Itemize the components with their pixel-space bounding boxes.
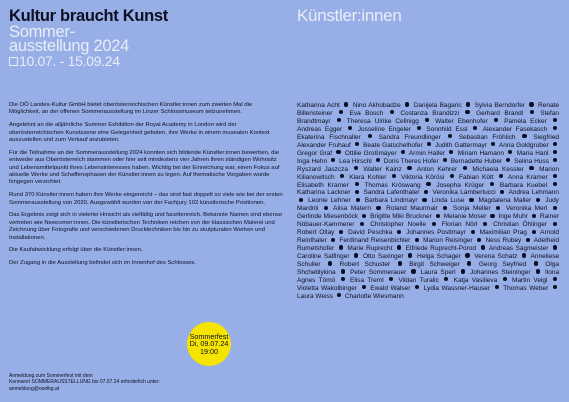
artist-name: Lydia Wassner-Hauser	[423, 284, 491, 292]
artist-name: Renate Billensteiner	[297, 102, 559, 117]
artist-name: Ekaterina Fischnaller	[297, 133, 361, 141]
bullet-dot-icon	[461, 269, 465, 273]
bullet-dot-icon	[415, 285, 419, 289]
artist-name: Laura Weiss	[297, 292, 334, 300]
artist-name: Elisabeth Kramer	[297, 181, 349, 189]
bullet-dot-icon	[355, 142, 359, 146]
bullet-dot-icon	[415, 238, 419, 242]
badge-line-2: Di, 09.07.24	[189, 339, 229, 349]
bullet-dot-icon	[331, 238, 335, 242]
artist-name: Arnold Reinthaler	[297, 229, 559, 245]
bullet-dot-icon	[553, 174, 557, 178]
artist-name: David Peschka	[348, 229, 393, 237]
bullet-dot-icon	[494, 118, 498, 122]
artist-name: Nino Akhobadze	[352, 102, 401, 109]
bullet-dot-icon	[500, 190, 504, 194]
footer-line-2: Kennwort SOMMERAUSSTELLUNG bis 07.07.24 erforderlich unter:	[9, 379, 160, 386]
artist-name: Veronika Lambertucci	[432, 189, 496, 197]
artist-name: Sylvia Berndorfer	[474, 102, 526, 109]
artist-name: Doris Theres Hofer	[383, 157, 439, 165]
artist-name: Violetta Wakolbinger	[297, 284, 357, 292]
bullet-dot-icon	[407, 166, 411, 170]
bullet-dot-icon	[522, 134, 526, 138]
artist-name: Eva Bosch	[349, 109, 384, 117]
bullet-dot-icon	[355, 190, 359, 194]
exhibition-subtitle	[9, 25, 284, 53]
artist-name: Peter Sommerauer	[350, 269, 407, 277]
footer-email-link[interactable]: anmeldung@ooelkg.at	[9, 385, 60, 392]
bullet-dot-icon	[324, 206, 328, 210]
bullet-dot-icon	[463, 166, 467, 170]
artist-name: Caroline Salfinger	[297, 253, 350, 261]
bullet-dot-icon	[536, 269, 540, 273]
subtitle-line-2: ausstellung 2024	[9, 37, 129, 55]
bullet-dot-icon	[553, 206, 557, 210]
artist-name: Elfriede Ruprecht-Porod	[405, 245, 477, 253]
artist-name: Inge Muhr	[498, 213, 528, 221]
bullet-dot-icon	[356, 198, 360, 202]
bullet-dot-icon	[392, 174, 396, 178]
bullet-dot-icon	[424, 190, 428, 194]
artist-name: Charlotte Wiesmann	[344, 292, 404, 300]
artist-name: Katja Vasilieva	[453, 276, 498, 284]
artist-name: Vildan Turalic	[398, 276, 439, 284]
artist-name: Walter Kainz	[363, 165, 402, 173]
bullet-dot-icon	[408, 253, 412, 257]
page-title: Kultur braucht Kunst	[9, 7, 168, 25]
bullet-dot-icon	[508, 150, 512, 154]
artist-name: Miriam Hamann	[457, 149, 505, 157]
artist-name: Andrea Lehmann	[508, 189, 559, 197]
artist-name: Sonnhild Essl	[426, 125, 468, 133]
bullet-dot-icon	[398, 261, 402, 265]
exhibition-dates	[9, 54, 284, 68]
bullet-dot-icon	[491, 142, 495, 146]
artist-name: Linda Luse	[431, 197, 465, 205]
bullet-dot-icon	[466, 102, 470, 106]
bullet-dot-icon	[553, 126, 557, 130]
artist-name: Pamela Ecker	[504, 117, 547, 125]
artist-name: Sebastian Fröhlich	[458, 133, 516, 141]
bullet-dot-icon	[536, 198, 540, 202]
artist-name: Barbara Kuebel	[499, 181, 548, 189]
bullet-dot-icon	[529, 102, 533, 106]
bullet-dot-icon	[337, 118, 341, 122]
bullet-dot-icon	[444, 277, 448, 281]
artist-name: Rainer Nöbauer-Kammerer	[297, 213, 559, 229]
bullet-dot-icon	[553, 182, 557, 186]
artist-name: Ness Rubey	[485, 237, 522, 245]
bullet-dot-icon	[477, 238, 481, 242]
header-block	[9, 8, 284, 68]
bullet-dot-icon	[299, 198, 303, 202]
artist-name: Gregor Graf	[297, 149, 333, 157]
bullet-dot-icon	[496, 206, 500, 210]
artist-name: Martin Veigl	[512, 276, 548, 284]
artist-name: Verena Schatz	[474, 253, 518, 261]
artist-name: Otto Saxinger	[362, 253, 404, 261]
bullet-dot-icon	[530, 110, 534, 114]
bullet-dot-icon	[532, 230, 536, 234]
bullet-dot-icon	[426, 182, 430, 186]
bullet-dot-icon	[427, 142, 431, 146]
bullet-dot-icon	[390, 110, 394, 114]
artist-name: Birgit Schweiger	[409, 261, 460, 269]
bullet-dot-icon	[465, 110, 469, 114]
description-text	[9, 102, 284, 273]
paragraph: Der Zugang in die Ausstellung befindet sich im Innenhof des Schlosses.	[9, 260, 196, 267]
artist-name: Andreas Sagmeister	[488, 245, 549, 253]
artist-name: Sonja Meller	[452, 205, 491, 213]
artist-name: Christopher Noelle	[370, 221, 426, 229]
bullet-dot-icon	[553, 118, 557, 122]
bullet-dot-icon	[436, 214, 440, 218]
artist-name: Thomas Kröswang	[364, 181, 421, 189]
artist-name: Leonie Lehner	[308, 197, 351, 205]
bullet-dot-icon	[337, 293, 341, 297]
artist-name: Elisa Treml	[350, 276, 384, 284]
bullet-dot-icon	[553, 150, 557, 154]
bullet-dot-icon	[499, 174, 503, 178]
artist-name: Sandra Freundlinger	[378, 133, 441, 141]
artist-name: Johannes Postlmayr	[406, 229, 466, 237]
bullet-dot-icon	[425, 118, 429, 122]
bullet-dot-icon	[534, 261, 538, 265]
artist-name: Katharina Lackner	[297, 189, 351, 197]
bullet-dot-icon	[362, 214, 366, 218]
artist-name: Andreas Egger	[297, 125, 343, 133]
artist-name: Armin Haller	[408, 149, 446, 157]
paragraph: Die OÖ Landes-Kultur GmbH bietet oberösterreichischen Künstler:innen zum zweiten Mal die Möglichkeit, an der offenen Sommerausstellung im Linzer Schlossmuseum teilzunehmen.	[9, 102, 253, 116]
artist-name: Maria Hanl	[516, 149, 549, 157]
artist-name: Gerlinde Miesenböck	[297, 213, 359, 221]
artist-name: Katharina Acht	[297, 102, 340, 109]
bullet-dot-icon	[340, 174, 344, 178]
artist-name: Ewald Walser	[370, 284, 411, 292]
bullet-dot-icon	[483, 222, 487, 226]
bullet-dot-icon	[529, 166, 533, 170]
artist-name: Anton Kehrer	[416, 165, 457, 173]
artist-name: Robert Schuster	[339, 261, 391, 269]
bullet-dot-icon	[355, 182, 359, 186]
artist-name: Maximilian Prag	[479, 229, 527, 237]
artists-heading: Künstler:innen	[297, 6, 402, 25]
bullet-dot-icon	[339, 110, 343, 114]
artist-name: Fabian Kött	[458, 173, 494, 181]
bullet-dot-icon	[553, 285, 557, 289]
artist-name: Danijela Bagaric	[413, 102, 462, 109]
bullet-dot-icon	[362, 285, 366, 289]
artist-name: Alisa Matern	[333, 205, 371, 213]
bullet-dot-icon	[448, 134, 452, 138]
subtitle-line-1: Sommer-	[9, 23, 75, 41]
bullet-dot-icon	[331, 158, 335, 162]
artist-name: Barbara Lindmayr	[364, 197, 418, 205]
artist-name: Adelheid Rumetshofer	[297, 237, 560, 253]
artist-name: Helga Schager	[417, 253, 461, 261]
artist-name: Laura Sperl	[420, 269, 456, 277]
bullet-dot-icon	[553, 245, 557, 249]
paragraph: Für die Teilnahme an der Sommerausstellung 2024 konnten sich bildende Künstler:innen bewerben, die entweder aus Oberösterreich stammen oder hier seit mindestens vier Jahren ihren ständigen Wohnsitz und Lebensmittelpunkt ihres Lebensinteresses haben. Wichtig bei der Einreichung war, einen Fokus auf aktuelle Werke und Schaffensphasen der Künstler:innen zu legen. Auf thematische Vorgaben wurde hingegen verzichtet.	[9, 149, 280, 186]
artist-name: Michaela Kessler	[472, 165, 524, 173]
artist-name: Veronika Merl	[505, 205, 548, 213]
bullet-dot-icon	[344, 102, 348, 106]
bullet-dot-icon	[495, 285, 499, 289]
artist-name: Magdalena Maller	[478, 197, 532, 205]
artist-name: Florian Nörl	[441, 221, 478, 229]
artist-name: Brigitte Miki Bruckner	[370, 213, 432, 221]
bullet-dot-icon	[490, 182, 494, 186]
bullet-dot-icon	[348, 126, 352, 130]
artist-name: Ilona Agnes Tömö	[297, 269, 560, 284]
bullet-dot-icon	[432, 222, 436, 226]
artist-name: Ferdinand Reisenbichler	[339, 237, 411, 245]
bullet-dot-icon	[422, 198, 426, 202]
artist-name: Georg Seyfried	[478, 261, 527, 269]
bullet-dot-icon	[526, 238, 530, 242]
sommerfest-badge	[187, 322, 231, 366]
bullet-dot-icon	[465, 253, 469, 257]
artist-name: Anna Goldgruber	[498, 141, 549, 149]
registration-note	[9, 373, 229, 392]
artist-name: Selina Huss	[514, 157, 549, 165]
badge-line-1: Sommerfest	[189, 331, 229, 341]
badge-line-3: 19:00	[200, 346, 218, 356]
date-range: 10.07. - 15.09.24	[19, 53, 120, 69]
artist-name: Lea Hirschl	[339, 157, 372, 165]
artist-name: Viktoria Körösi	[401, 173, 445, 181]
bullet-dot-icon	[553, 142, 557, 146]
bullet-dot-icon	[443, 158, 447, 162]
artist-name: Sandra Lafenthaler	[363, 189, 420, 197]
bullet-dot-icon	[522, 253, 526, 257]
artist-name: Theresa Ulrike Cellnigg	[346, 117, 419, 125]
artist-name: Alexander Fasekasch	[482, 125, 548, 133]
artist-name: Marie Ruprecht	[347, 245, 393, 253]
paragraph: Angelehnt an die alljährliche Summer Exhibition der Royal Academy in London wird der oberösterreichischen Kunstszene eine Gelegenheit geboten, ihre Werke in einem musealen Kontext auszustellen und zum Verkauf anzubieten.	[9, 122, 270, 144]
bullet-dot-icon	[553, 277, 557, 281]
artist-name: Marion Kilianowitsch	[297, 165, 560, 181]
bullet-dot-icon	[473, 126, 477, 130]
paragraph: Die Kaufabwicklung erfolgt über die Künstler:innen.	[9, 247, 143, 254]
bullet-dot-icon	[397, 230, 401, 234]
artist-name: Robert Oltay	[297, 229, 335, 237]
bullet-dot-icon	[490, 214, 494, 218]
artist-name: Gerhard Brandl	[476, 109, 524, 117]
artist-name: Siegfried Alexander Fruhauf	[297, 133, 560, 149]
artist-name: Josepha Krüger	[436, 181, 485, 189]
artist-name: Ottilie Großmayer	[344, 149, 397, 157]
bullet-dot-icon	[354, 253, 358, 257]
artist-name: Judith Gattermayr	[434, 141, 487, 149]
bullet-dot-icon	[553, 222, 557, 226]
artist-name: Johannes Steininger	[470, 269, 531, 277]
bullet-dot-icon	[506, 158, 510, 162]
bullet-dot-icon	[503, 277, 507, 281]
bullet-dot-icon	[467, 261, 471, 265]
artist-name: Judy Mardnli	[297, 197, 559, 213]
bullet-dot-icon	[532, 214, 536, 218]
paragraph: Rund 370 Künstler:innen haben ihre Werke eingereicht – das sind fast doppelt so viele wie bei der ersten Sommerausstellung von 2020. Ausgewählt wurden von der Fachjury 102 künstlerische Positionen.	[9, 192, 283, 206]
bullet-dot-icon	[450, 174, 454, 178]
bullet-dot-icon	[354, 166, 358, 170]
bullet-dot-icon	[336, 150, 340, 154]
artist-list	[297, 102, 559, 301]
bullet-dot-icon	[328, 261, 332, 265]
bullet-dot-icon	[405, 102, 409, 106]
artist-name: Inga Hehn	[297, 157, 328, 165]
artist-name: Beate Gatschelhofer	[363, 141, 423, 149]
artist-name: Stefan Brandtmayr	[297, 109, 560, 125]
square-icon	[9, 57, 18, 66]
artist-name: Ryszard Jaszcza	[297, 165, 348, 173]
paragraph: Das Ergebnis zeigt sich in vielerlei Hinsicht als vielfältig und facettenreich. Bekannte Namen sind ebenso vertreten wie Newcomer:innen. Die künstlerischen Techniken reichen von der klassischen Malerei und Zeichnung über Fotografie und verschiedenen Drucktechniken bis hin zu skulpturalen Werken und Installationen.	[9, 212, 283, 241]
bullet-dot-icon	[360, 222, 364, 226]
artist-name: Bernadette Huber	[450, 157, 503, 165]
bullet-dot-icon	[341, 269, 345, 273]
artist-name: Thomas Weber	[503, 284, 549, 292]
bullet-dot-icon	[389, 277, 393, 281]
artist-name: Marion Reisinger	[423, 237, 473, 245]
artist-name: Christian Öhlinger	[493, 221, 548, 229]
bullet-dot-icon	[411, 269, 415, 273]
bullet-dot-icon	[339, 230, 343, 234]
artist-name: Roland Maurmair	[386, 205, 438, 213]
artist-name: Anna Kramer	[507, 173, 548, 181]
bullet-dot-icon	[449, 150, 453, 154]
bullet-dot-icon	[471, 230, 475, 234]
bullet-dot-icon	[368, 134, 372, 138]
artist-name: Walter Ebenhofer	[435, 117, 488, 125]
bullet-dot-icon	[417, 126, 421, 130]
artist-name: Costanza Brandizzi	[400, 109, 459, 117]
artist-name: Josseline Engeler	[357, 125, 411, 133]
bullet-dot-icon	[401, 150, 405, 154]
bullet-dot-icon	[469, 198, 473, 202]
bullet-dot-icon	[376, 158, 380, 162]
artist-name: Anneliese Schuller	[297, 253, 560, 269]
bullet-dot-icon	[376, 206, 380, 210]
bullet-dot-icon	[443, 206, 447, 210]
bullet-dot-icon	[341, 277, 345, 281]
artist-name: Melanie Moser	[443, 213, 487, 221]
artist-name: Olga Shcheblykina	[297, 261, 559, 277]
bullet-dot-icon	[339, 245, 343, 249]
footer-line-1: Anmeldung zum Sommerfest mit dem	[9, 373, 93, 379]
bullet-dot-icon	[397, 245, 401, 249]
bullet-dot-icon	[481, 245, 485, 249]
bullet-dot-icon	[553, 158, 557, 162]
artist-name: Klara Kohler	[349, 173, 387, 181]
